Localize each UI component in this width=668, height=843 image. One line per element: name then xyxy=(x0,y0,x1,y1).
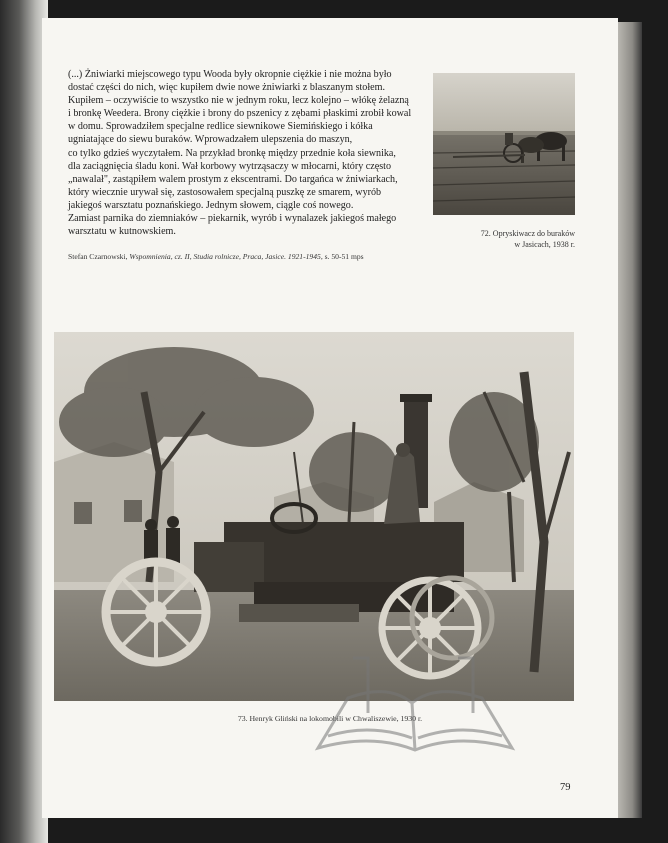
page-number: 79 xyxy=(560,782,571,793)
quote-line: ugniatające do siewu buraków. Wprowadzałem ulepszenia do maszyn, xyxy=(68,134,353,146)
photo-caption-73: 73. Henryk Gliński na lokomobili w Chwaliszewie, 1930 r. xyxy=(237,714,423,723)
memoir-quote xyxy=(68,68,418,238)
open-book-watermark-icon xyxy=(308,638,522,758)
quote-line: Kupiłem – oczywiście to wszystko nie w jednym roku, lecz kolejno – włókę żelazną xyxy=(68,95,409,107)
quote-line: który wiecznie urywał się, zastosowałem specjalną puszkę ze smarem, wyrób xyxy=(68,186,382,198)
quote-line: „nawalał", zastąpiłem walem prostym z ekscentrami. Do targańca w żniwiarkach, xyxy=(68,173,398,185)
quote-line: i bronkę Weedera. Brony ciężkie i brony do pszenicy z zębami płaskimi zrobił kowal xyxy=(68,108,412,120)
quote-line: warsztatu w kutnowskiem. xyxy=(68,226,176,238)
caption-72-line2: w Jasicach, 1938 r. xyxy=(514,240,575,249)
quote-line: jakiegoś warsztatu poznańskiego. Jednym słowem, ciągle coś nowego. xyxy=(68,199,354,211)
photo-caption-72 xyxy=(433,228,575,250)
book-spine-shadow xyxy=(0,0,48,843)
quote-line: dostać części do nich, więc kupiłem dwie nowe żniwiarki z blaszanym stołem. xyxy=(68,82,386,94)
quote-line: dla zaciągnięcia śladu koni. Wał korbowy wytrząsaczy w młocarni, który często xyxy=(68,160,392,172)
source-title: Wspomnienia, cz. II, Studia rolnicze, Praca, Jasice. 1921-1945 xyxy=(129,252,321,261)
sprayer-photo xyxy=(433,73,575,215)
quote-line: co tylko gdzieś wyczytałem. Na przykład bronkę między przednie koła siewnika, xyxy=(68,147,396,159)
quote-source xyxy=(68,252,364,261)
caption-72-line1: 72. Opryskiwacz do buraków xyxy=(480,229,575,238)
quote-line: Zamiast parnika do ziemniaków – piekarnik, wyrób i wynalazek jakiegoś małego xyxy=(68,213,397,225)
source-pages: , s. 50-51 mps xyxy=(320,252,364,261)
source-author: Stefan Czarnowski, xyxy=(68,252,130,261)
page-edge xyxy=(618,22,642,818)
quote-line: w domu. Sprowadziłem specjalne redlice siewnikowe Siemińskiego i kółka xyxy=(68,121,373,133)
quote-line: (...) Żniwiarki miejscowego typu Wooda były okropnie ciężkie i nie można było xyxy=(68,69,392,80)
